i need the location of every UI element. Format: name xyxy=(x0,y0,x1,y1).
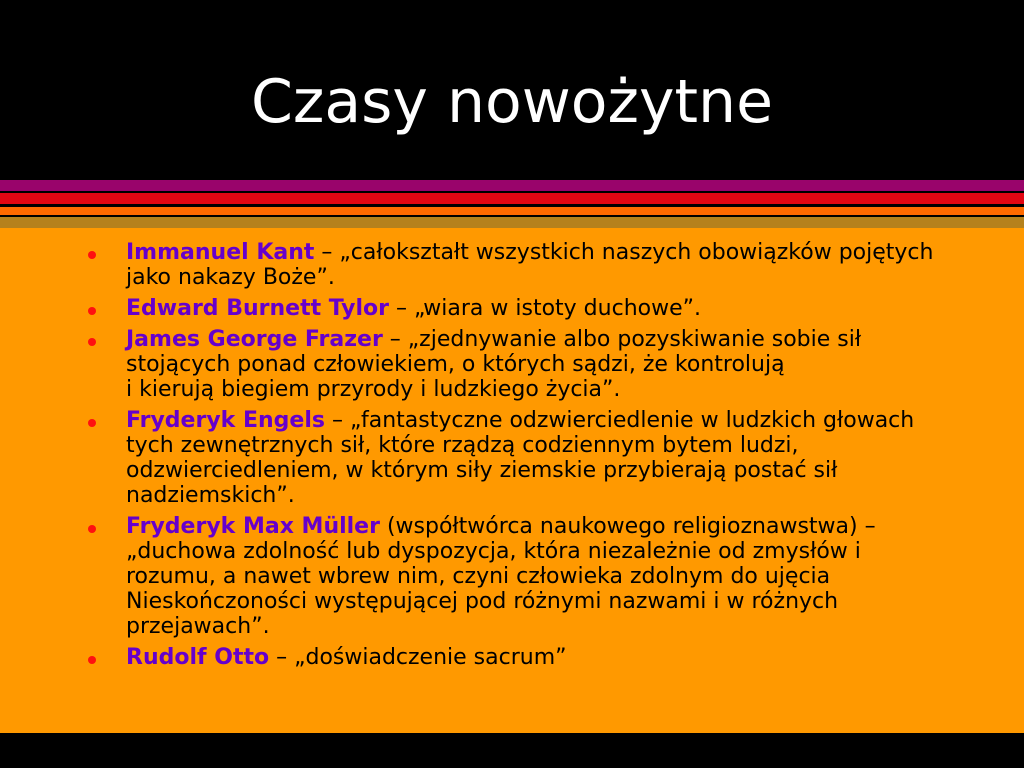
bullet-name: Immanuel Kant xyxy=(126,240,315,265)
bullet-text: – „całokształt wszystkich naszych obowiązków pojętych jako nakazy Boże”. xyxy=(126,240,934,290)
bullet-item-kant xyxy=(84,240,944,290)
slide-title: Czasy nowożytne xyxy=(251,67,773,137)
bullet-text: – „wiara w istoty duchowe”. xyxy=(389,296,702,321)
bullet-list xyxy=(84,240,944,676)
decorative-stripe-purple xyxy=(0,180,1024,191)
bullet-item-otto xyxy=(84,645,944,670)
bullet-item-muller xyxy=(84,514,944,639)
bullet-item-tylor xyxy=(84,296,944,321)
bullet-name: Rudolf Otto xyxy=(126,645,270,670)
bottom-bar xyxy=(0,733,1024,768)
decorative-stripe-orange xyxy=(0,207,1024,215)
bullet-dot-icon xyxy=(88,525,96,533)
bullet-dot-icon xyxy=(88,307,96,315)
bullet-name: Fryderyk Engels xyxy=(126,408,325,433)
bullet-name: Fryderyk Max Müller xyxy=(126,514,380,539)
bullet-item-frazer xyxy=(84,327,944,402)
bullet-dot-icon xyxy=(88,251,96,259)
bullet-name: James George Frazer xyxy=(126,327,383,352)
decorative-stripe-red xyxy=(0,193,1024,204)
bullet-item-engels xyxy=(84,408,944,508)
bullet-text: – „fantastyczne odzwierciedlenie w ludzkich głowach tych zewnętrznych sił, które rządzą codziennym bytem ludzi, odzwierciedleniem, w którym siły ziemskie przybierają postać sił nadziemskich”. xyxy=(126,408,915,508)
bullet-dot-icon xyxy=(88,656,96,664)
bullet-text: – „zjednywanie albo pozyskiwanie sobie sił stojących ponad człowiekiem, o których sądzi, że kontrolują xyxy=(126,327,862,377)
bullet-dot-icon xyxy=(88,419,96,427)
content-area xyxy=(0,228,1024,733)
bullet-dot-icon xyxy=(88,338,96,346)
bullet-text: (współtwórca naukowego religioznawstwa) – „duchowa zdolność lub dyspozycja, która niezależnie od zmysłów i rozumu, a nawet wbrew nim, czyni człowieka zdolnym do ujęcia Nieskończoności występującej pod różnymi nazwami i w różnych przejawach”. xyxy=(126,514,876,639)
bullet-text-continuation: i kierują biegiem przyrody i ludzkiego życia”. xyxy=(126,377,621,402)
bullet-name: Edward Burnett Tylor xyxy=(126,296,390,321)
decorative-stripe-gold xyxy=(0,217,1024,228)
bullet-text: – „doświadczenie sacrum” xyxy=(269,645,567,670)
